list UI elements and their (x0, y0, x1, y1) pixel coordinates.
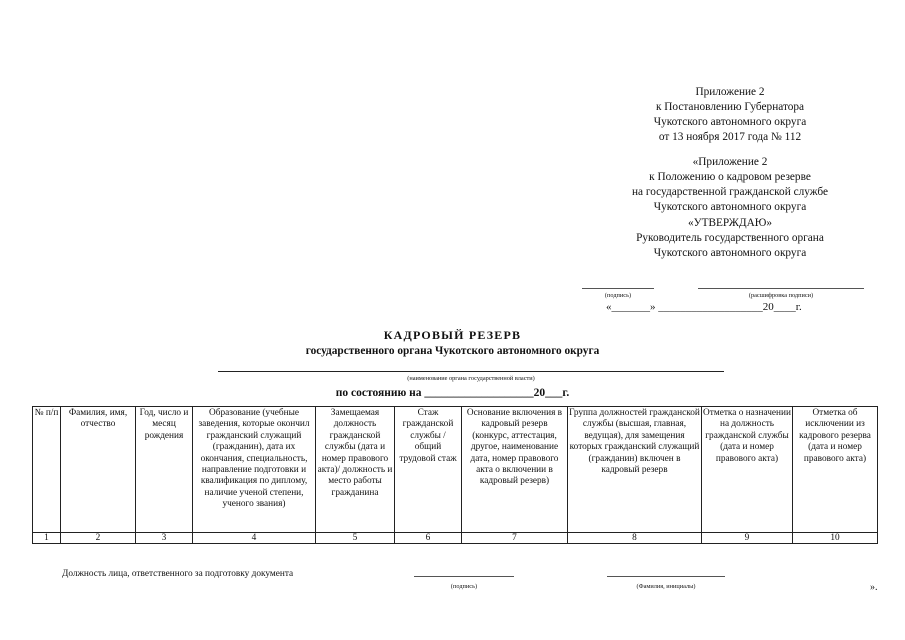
table-header-row (33, 407, 878, 533)
header-birth-date: Год, число и месяц рождения (136, 407, 193, 533)
header-appointment-mark: Отметка о назначении на должность гражданской службы (дата и номер правового акта) (702, 407, 793, 533)
header-education: Образование (учебные заведения, которые окончил гражданский служащий (гражданин), дата их окончания, специальность, направление подготовки и квалификация по диплому, наличие ученой степени, ученого звания) (193, 407, 316, 533)
regulation-line: на государственной гражданской службе (632, 186, 828, 198)
column-number: 1 (33, 533, 61, 544)
appendix-line: от 13 ноября 2017 года № 112 (658, 131, 802, 143)
closing-quote: ». (870, 582, 878, 593)
footer-signature-caption: (подпись) (450, 583, 478, 590)
appendix-line: Приложение 2 (695, 86, 765, 98)
regulation-header (560, 155, 900, 215)
document-subtitle: государственного органа Чукотского автономного округа (305, 345, 600, 357)
column-number: 3 (136, 533, 193, 544)
approval-date-line: «_______» ___________________20____г. (606, 301, 802, 313)
header-number: № п/п (33, 407, 61, 533)
header-exclusion-mark: Отметка об исключении из кадрового резерва (дата и номер правового акта) (793, 407, 878, 533)
org-name-caption: (наименование органа государственной власти) (407, 375, 535, 382)
state-date-line: по состоянию на ___________________20___г. (335, 387, 570, 399)
responsible-person-label: Должность лица, ответственного за подготовку документа (62, 569, 294, 579)
table-number-row (33, 533, 878, 544)
approval-line: Чукотского автономного округа (653, 247, 807, 259)
header-inclusion-basis: Основание включения в кадровый резерв (конкурс, аттестация, другое, наименование дата, номер правового акта о включении в кадровый резерв) (462, 407, 568, 533)
appendix-line: Чукотского автономного округа (653, 116, 807, 128)
approval-block (560, 216, 900, 261)
column-number: 5 (316, 533, 395, 544)
regulation-line: Чукотского автономного округа (653, 201, 807, 213)
column-number: 8 (568, 533, 702, 544)
approval-signature-line (582, 288, 654, 289)
column-number: 4 (193, 533, 316, 544)
column-number: 7 (462, 533, 568, 544)
header-full-name: Фамилия, имя, отчество (61, 407, 136, 533)
header-experience: Стаж гражданской службы / общий трудовой стаж (395, 407, 462, 533)
header-position-group: Группа должностей гражданской службы (высшая, главная, ведущая), для замещения которых гражданский служащий (гражданин) включен в кадровый резерв (568, 407, 702, 533)
column-number: 9 (702, 533, 793, 544)
header-position: Замещаемая должность гражданской службы (дата и номер правового акта)/ должность и место работы гражданина (316, 407, 395, 533)
footer-name-line (607, 576, 725, 577)
approval-decoding-caption: (расшифровка подписи) (748, 292, 814, 299)
regulation-line: «Приложение 2 (692, 156, 768, 168)
org-name-line (218, 371, 724, 372)
reserve-table (32, 406, 878, 544)
column-number: 10 (793, 533, 878, 544)
appendix-line: к Постановлению Губернатора (655, 101, 805, 113)
footer-name-caption: (Фамилия, инициалы) (636, 583, 696, 590)
approval-line: «УТВЕРЖДАЮ» (687, 217, 773, 229)
regulation-line: к Положению о кадровом резерве (649, 171, 811, 183)
footer-signature-line (414, 576, 514, 577)
column-number: 2 (61, 533, 136, 544)
approval-line: Руководитель государственного органа (636, 232, 824, 244)
approval-decoding-line (698, 288, 864, 289)
column-number: 6 (395, 533, 462, 544)
appendix-header (560, 85, 900, 145)
approval-signature-caption: (подпись) (604, 292, 632, 299)
document-title: КАДРОВЫЙ РЕЗЕРВ (383, 328, 522, 342)
